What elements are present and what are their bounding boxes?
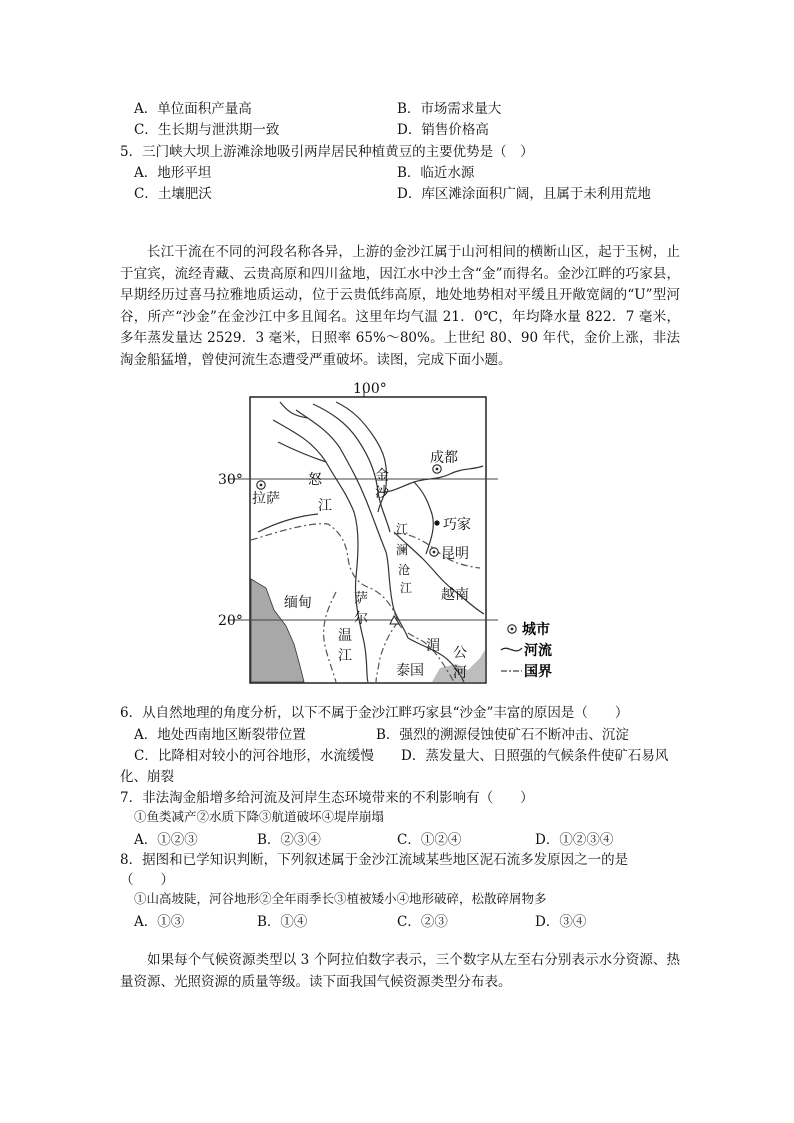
label-sa-1: 萨 bbox=[354, 591, 368, 607]
q7-option-b: B．②③④ bbox=[257, 832, 321, 848]
label-wen-1: 温 bbox=[338, 628, 352, 644]
q6-stem: 6．从自然地理的角度分析，以下不属于金沙江畔巧家县“沙金”丰富的原因是（ ） bbox=[120, 705, 629, 721]
label-lon-100: 100° bbox=[353, 382, 387, 397]
legend-border-label: 国界 bbox=[524, 664, 552, 680]
city-chengdu bbox=[433, 465, 441, 473]
q8-items: ①山高坡陡，河谷地形②全年雨季长③植被矮小④地形破碎，松散碎屑物多 bbox=[134, 891, 547, 906]
label-yuenan: 越南 bbox=[441, 587, 469, 603]
label-lan-1: 澜 bbox=[396, 543, 409, 557]
q7-option-a: A．①②③ bbox=[134, 832, 198, 848]
label-chengdu: 成都 bbox=[430, 450, 458, 466]
q8-stem-cont: （ ） bbox=[120, 872, 174, 888]
q4-option-c: C．生长期与泄洪期一致 bbox=[134, 122, 280, 138]
q6-option-d: D．蒸发量大、日照强的气候条件使矿石易风 bbox=[401, 748, 669, 764]
passage-climate: 如果每个气候资源类型以 3 个阿拉伯数字表示，三个数字从左至右分别表示水分资源、热量资源、光照资源的质量等级。读下面我国气候资源类型分布表。 bbox=[120, 952, 680, 990]
passage-jinsha: 长江干流在不同的河段名称各异，上游的金沙江属于山河相间的横断山区，起于玉树，止于宜宾，流经青藏、云贵高原和四川盆地，因江水中沙土含“金”而得名。金沙江畔的巧家县，早期经历过喜马拉雅地质运动，位于云贵低纬高原，地处地势相对平缓且开敞宽阔的“U”型河谷，所产“沙金”在金沙江中多且闻名。这里年均气温 21．0℃，年均降水量 822．7 毫米，多年蒸发量达 2529．3 毫米，日照率 65%～80%。上世纪 80、90 年代，金价上涨，非法淘金船猛增，曾使河流生态遭受严重破坏。读图，完成下面小题。 bbox=[120, 244, 680, 368]
q5-option-b: B．临近水源 bbox=[397, 165, 475, 181]
label-taiguo: 泰国 bbox=[396, 663, 424, 679]
label-lasa: 拉萨 bbox=[252, 491, 280, 507]
q5-stem: 5．三门峡大坝上游滩涂地吸引两岸居民种植黄豆的主要优势是（ ） bbox=[120, 144, 534, 160]
q6-option-b: B．强烈的溯源侵蚀使矿石不断冲击、沉淀 bbox=[376, 727, 629, 743]
label-gong: 公 bbox=[453, 645, 467, 661]
label-mei: 湄 bbox=[426, 638, 440, 654]
legend-city-icon bbox=[508, 625, 516, 633]
q8-option-d: D．③④ bbox=[535, 914, 587, 930]
q6-option-d-cont: 化、崩裂 bbox=[120, 769, 174, 785]
label-nu-2: 江 bbox=[318, 498, 332, 514]
q7-option-c: C．①②④ bbox=[397, 832, 462, 848]
label-lat-20: 20° bbox=[218, 613, 243, 629]
q7-items: ①鱼类减产②水质下降③航道破坏④堤岸崩塌 bbox=[134, 809, 385, 824]
q8-option-a: A．①③ bbox=[134, 914, 185, 930]
label-qiaojia: 巧家 bbox=[443, 517, 471, 533]
q6-option-a: A．地处西南地区断裂带位置 bbox=[134, 727, 306, 743]
legend-city-label: 城市 bbox=[522, 622, 550, 638]
q8-option-c: C．②③ bbox=[397, 914, 448, 930]
q7-stem: 7．非法淘金船增多给河流及河岸生态环境带来的不利影响有（ ） bbox=[120, 790, 534, 806]
q8-option-b: B．①④ bbox=[257, 914, 308, 930]
label-jin-1: 金 bbox=[375, 468, 389, 484]
q4-option-d: D．销售价格高 bbox=[397, 122, 489, 138]
city-qiaojia bbox=[434, 520, 439, 525]
q5-option-c: C．土壤肥沃 bbox=[134, 186, 212, 202]
q8-stem: 8．据图和已学知识判断，下列叙述属于金沙江流域某些地区泥石流多发原因之一的是 bbox=[120, 852, 629, 868]
label-mianian: 缅甸 bbox=[284, 595, 312, 611]
label-jin-2: 沙 bbox=[375, 485, 389, 501]
label-lan-2: 沧 bbox=[398, 563, 411, 577]
legend-river-label: 河流 bbox=[524, 643, 552, 659]
jinsha-river-map bbox=[218, 382, 588, 688]
city-kunming bbox=[430, 548, 438, 556]
map-legend bbox=[501, 621, 552, 680]
q5-option-a: A．地形平坦 bbox=[134, 165, 212, 181]
city-lasa bbox=[257, 481, 265, 489]
q4-option-a: A．单位面积产量高 bbox=[134, 101, 252, 117]
q7-option-d: D．①②③④ bbox=[535, 832, 614, 848]
q4-option-b: B．市场需求量大 bbox=[397, 101, 502, 117]
q6-option-c: C．比降相对较小的河谷地形，水流缓慢 bbox=[134, 748, 374, 764]
label-sa-2: 尔 bbox=[354, 611, 368, 627]
label-lan-3: 江 bbox=[400, 581, 413, 595]
label-he: 河 bbox=[453, 665, 467, 681]
label-wen-2: 江 bbox=[338, 648, 352, 664]
label-kunming: 昆明 bbox=[441, 546, 469, 562]
legend-river-icon bbox=[501, 648, 522, 651]
label-jin-3: 江 bbox=[396, 522, 409, 536]
label-nu-1: 怒 bbox=[308, 472, 322, 488]
q5-option-d: D．库区滩涂面积广阔，且属于未利用荒地 bbox=[397, 186, 651, 202]
label-lat-30: 30° bbox=[218, 472, 243, 488]
